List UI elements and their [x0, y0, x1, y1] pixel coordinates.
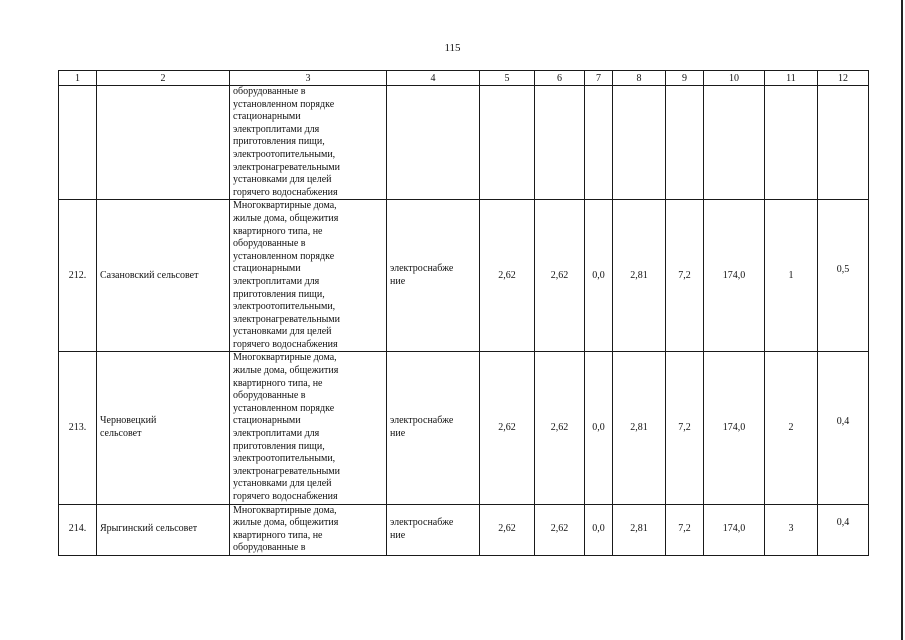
description-line: установками для целей [233, 174, 332, 186]
description-line: квартирного типа, не [233, 225, 323, 237]
column-header: 2 [97, 71, 230, 86]
description-cell [230, 504, 387, 555]
value-col-6: 2,62 [535, 352, 585, 504]
description-line: электронагревательными [233, 161, 340, 173]
municipality-name [97, 504, 230, 555]
column-header: 8 [613, 71, 666, 86]
value-cell [613, 86, 666, 200]
value-col-12 [818, 200, 869, 352]
municipality-name-line: сельсовет [100, 428, 142, 440]
page-number: 115 [444, 42, 461, 54]
value-col-11: 1 [765, 200, 818, 352]
value-col-12-text: 0,5 [836, 263, 850, 275]
description-line: электронагревательными [233, 465, 340, 477]
column-header: 4 [387, 71, 480, 86]
value-cell [480, 86, 535, 200]
description-cell [230, 352, 387, 504]
column-header: 7 [585, 71, 613, 86]
municipality-name [97, 352, 230, 504]
value-col-7: 0,0 [585, 200, 613, 352]
tariff-table [58, 70, 869, 556]
description-line: Многоквартирные дома, [233, 504, 337, 516]
index-cell [59, 86, 97, 200]
value-col-8: 2,81 [613, 200, 666, 352]
service-type-line: электроснабже [390, 517, 454, 529]
description-line: стационарными [233, 263, 301, 275]
description-line: установками для целей [233, 326, 332, 338]
description-line: электроплитами для [233, 275, 320, 287]
description-line: стационарными [233, 415, 301, 427]
description-line: установками для целей [233, 478, 332, 490]
description-line: установленном порядке [233, 402, 335, 414]
value-col-12-text: 0,4 [836, 415, 850, 427]
description-line: стационарными [233, 111, 301, 123]
row-index: 213. [59, 352, 97, 504]
value-col-10: 174,0 [704, 504, 765, 555]
description-cell [230, 86, 387, 200]
municipality-name [97, 200, 230, 352]
value-col-8: 2,81 [613, 504, 666, 555]
value-col-9: 7,2 [666, 200, 704, 352]
column-header: 9 [666, 71, 704, 86]
column-header: 12 [818, 71, 869, 86]
service-type-line: ние [390, 529, 406, 541]
description-line: электроотопительными, [233, 148, 336, 160]
description-line: горячего водоснабжения [233, 338, 338, 350]
service-type-line: электроснабже [390, 263, 454, 275]
value-cell [765, 86, 818, 200]
value-col-11: 2 [765, 352, 818, 504]
description-line: электроотопительными, [233, 453, 336, 465]
column-header: 1 [59, 71, 97, 86]
column-header: 6 [535, 71, 585, 86]
description-line: оборудованные в [233, 542, 306, 554]
description-line: приготовления пищи, [233, 440, 325, 452]
value-col-11: 3 [765, 504, 818, 555]
value-cell [585, 86, 613, 200]
service-type-line: ние [390, 428, 406, 440]
row-index: 214. [59, 504, 97, 555]
value-col-7: 0,0 [585, 352, 613, 504]
description-line: квартирного типа, не [233, 377, 323, 389]
value-col-8: 2,81 [613, 352, 666, 504]
column-header: 5 [480, 71, 535, 86]
value-col-6: 2,62 [535, 504, 585, 555]
description-line: горячего водоснабжения [233, 186, 338, 198]
description-line: электроплитами для [233, 123, 320, 135]
value-col-10: 174,0 [704, 200, 765, 352]
table-row [59, 200, 869, 352]
scan-edge-line [901, 0, 903, 640]
table-row [59, 504, 869, 555]
value-col-9: 7,2 [666, 504, 704, 555]
value-cell [704, 86, 765, 200]
value-cell [818, 86, 869, 200]
description-line: жилые дома, общежития [233, 517, 339, 529]
value-col-7: 0,0 [585, 504, 613, 555]
column-header: 3 [230, 71, 387, 86]
description-line: установленном порядке [233, 250, 335, 262]
row-index: 212. [59, 200, 97, 352]
service-type-line: ние [390, 275, 406, 287]
description-line: квартирного типа, не [233, 529, 323, 541]
value-col-5: 2,62 [480, 200, 535, 352]
continued-row [59, 86, 869, 200]
municipality-name-line: Черновецкий [100, 415, 157, 427]
value-cell [666, 86, 704, 200]
service-type [387, 504, 480, 555]
description-line: Многоквартирные дома, [233, 200, 337, 212]
service-type-line: электроснабже [390, 415, 454, 427]
description-line: жилые дома, общежития [233, 365, 339, 377]
service-type [387, 200, 480, 352]
value-col-5: 2,62 [480, 352, 535, 504]
description-line: жилые дома, общежития [233, 212, 339, 224]
description-line: Многоквартирные дома, [233, 352, 337, 364]
value-col-6: 2,62 [535, 200, 585, 352]
description-cell [230, 200, 387, 352]
description-line: оборудованные в [233, 390, 306, 402]
description-line: приготовления пищи, [233, 288, 325, 300]
value-col-12-text: 0,4 [836, 517, 850, 529]
description-line: оборудованные в [233, 86, 306, 97]
description-line: приготовления пищи, [233, 136, 325, 148]
description-line: электронагревательными [233, 313, 340, 325]
value-col-5: 2,62 [480, 504, 535, 555]
description-line: установленном порядке [233, 98, 335, 110]
service-cell [387, 86, 480, 200]
service-type [387, 352, 480, 504]
column-header: 11 [765, 71, 818, 86]
value-col-12 [818, 352, 869, 504]
header-row [59, 71, 869, 86]
municipality-cell [97, 86, 230, 200]
municipality-name-line: Ярыгинский сельсовет [100, 523, 198, 535]
value-cell [535, 86, 585, 200]
value-col-10: 174,0 [704, 352, 765, 504]
column-header: 10 [704, 71, 765, 86]
description-line: оборудованные в [233, 238, 306, 250]
table-row [59, 352, 869, 504]
value-col-12 [818, 504, 869, 555]
municipality-name-line: Сазановский сельсовет [100, 269, 199, 281]
description-line: электроотопительными, [233, 301, 336, 313]
value-col-9: 7,2 [666, 352, 704, 504]
description-line: электроплитами для [233, 428, 320, 440]
description-line: горячего водоснабжения [233, 491, 338, 502]
